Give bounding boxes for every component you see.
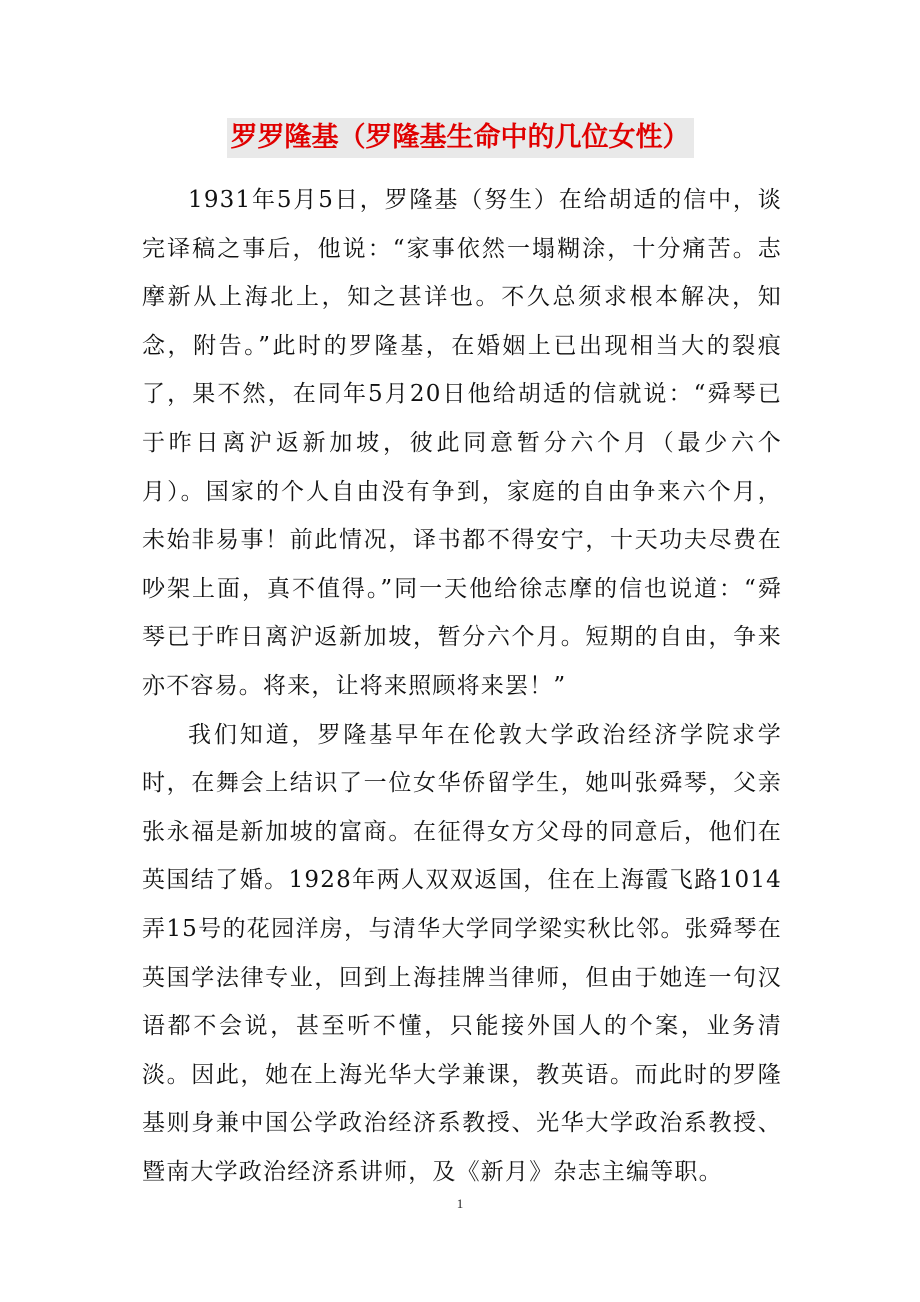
page-number: 1 bbox=[456, 1196, 464, 1211]
title-text: 罗罗隆基（罗隆基生命中的几位女性） bbox=[227, 118, 694, 158]
document-body bbox=[142, 176, 782, 1196]
paragraph-2: 我们知道，罗隆基早年在伦敦大学政治经济学院求学时，在舞会上结识了一位女华侨留学生，她叫张舜琴，父亲张永福是新加坡的富商。在征得女方父母的同意后，他们在英国结了婚。1928年两人双双返国，住在上海霞飞路1014弄15号的花园洋房，与清华大学同学梁实秋比邻。张舜琴在英国学法律专业，回到上海挂牌当律师，但由于她连一句汉语都不会说，甚至听不懂，只能接外国人的个案，业务清淡。因此，她在上海光华大学兼课，教英语。而此时的罗隆基则身兼中国公学政治经济系教授、光华大学政治系教授、暨南大学政治经济系讲师，及《新月》杂志主编等职。 bbox=[142, 721, 782, 1185]
paragraph-1: 1931年5月5日，罗隆基（努生）在给胡适的信中，谈完译稿之事后，他说：“家事依然一塌糊涂，十分痛苦。志摩新从上海北上，知之甚详也。不久总须求根本解决，知念，附告。”此时的罗隆基，在婚姻上已出现相当大的裂痕了，果不然，在同年5月20日他给胡适的信就说：“舜琴已于昨日离沪返新加坡，彼此同意暂分六个月（最少六个月）。国家的个人自由没有争到，家庭的自由争来六个月，未始非易事！前此情况，译书都不得安宁，十天功夫尽费在吵架上面，真不值得。”同一天他给徐志摩的信也说道：“舜琴已于昨日离沪返新加坡，暂分六个月。短期的自由，争来亦不容易。将来，让将来照顾将来罢！” bbox=[142, 187, 782, 699]
document-title bbox=[0, 116, 920, 158]
